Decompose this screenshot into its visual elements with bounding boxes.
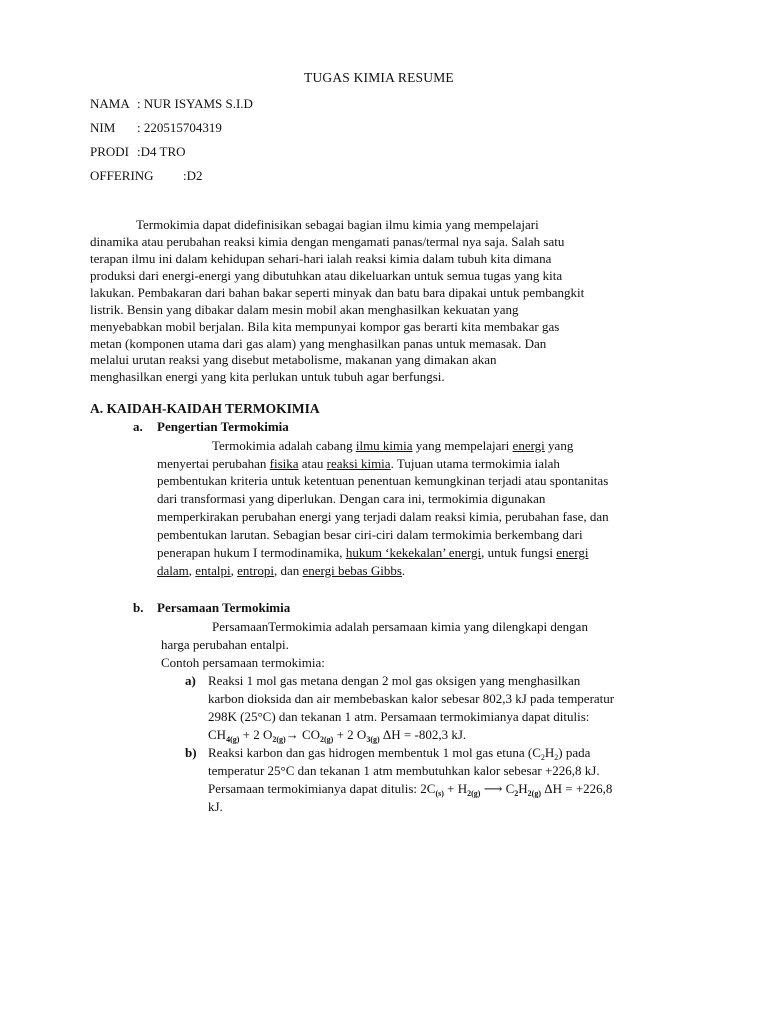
link-energi[interactable]: energi <box>512 438 545 453</box>
intro-line: metan (komponen utama dari gas alam) yang menghasilkan panas untuk memasak. Dan <box>90 336 547 351</box>
link-energi-bebas-gibbs[interactable]: energi bebas Gibbs <box>302 563 402 578</box>
offering-value: :D2 <box>183 168 203 183</box>
intro-line: melalui urutan reaksi yang disebut metabolisme, makanan yang dimakan akan <box>90 352 497 367</box>
intro-line: lakukan. Pembakaran dari bahan bakar seperti minyak dan batu bara dipakai untuk pembangkit <box>90 285 585 300</box>
prodi-label: PRODI <box>90 144 130 159</box>
intro-line: terapan ilmu ini dalam kehidupan sehari-hari ialah reaksi kimia dalam tubuh kita dimana <box>90 251 552 266</box>
item-a-line-1: Reaksi 1 mol gas metana dengan 2 mol gas oksigen yang menghasilkan <box>208 673 581 688</box>
link-energi-dalam[interactable]: energi <box>556 545 589 560</box>
intro-line: listrik. Bensin yang dibakar dalam mesin mobil akan menghasilkan kekuatan yang <box>90 302 519 317</box>
nama-label: NAMA <box>90 96 130 111</box>
link-dalam[interactable]: dalam <box>157 563 189 578</box>
link-hukum-kekekalan-energi[interactable]: hukum ‘kekekalan’ energi <box>345 545 482 560</box>
item-a-line-2: karbon dioksida dan air membebaskan kalor sebesar 802,3 kJ pada temperatur <box>208 691 615 706</box>
link-reaksi-kimia[interactable]: reaksi kimia <box>326 456 391 471</box>
link-ilmu-kimia[interactable]: ilmu kimia <box>355 438 413 453</box>
sub-a-line-7: penerapan hukum I termodinamika, hukum ‘kekekalan’ energi, untuk fungsi energi <box>157 545 589 560</box>
sub-b-line-1: PersamaanTermokimia adalah persamaan kimia yang dilengkapi dengan <box>212 619 588 634</box>
document-title: TUGAS KIMIA RESUME <box>304 70 454 85</box>
item-a-marker: a) <box>185 673 196 688</box>
intro-line: menyebabkan mobil berjalan. Bila kita mempunyai kompor gas berarti kita membakar gas <box>90 319 560 334</box>
sub-b-line-2: harga perubahan entalpi. <box>161 637 289 652</box>
sub-a-line-2: menyertai perubahan fisika atau reaksi kimia. Tujuan utama termokimia ialah <box>157 456 560 471</box>
intro-line: Termokimia dapat didefinisikan sebagai bagian ilmu kimia yang mempelajari <box>136 217 539 232</box>
sub-b-heading: Persamaan Termokimia <box>157 600 291 615</box>
sub-a-marker: a. <box>133 419 143 434</box>
offering-label: OFFERING <box>90 168 154 183</box>
item-b-line-2: temperatur 25°C dan tekanan 1 atm membutuhkan kalor sebesar +226,8 kJ. <box>208 763 600 778</box>
sub-a-line-8: dalam, entalpi, entropi, dan energi bebas Gibbs. <box>157 563 406 578</box>
intro-line: dinamika atau perubahan reaksi kimia dengan mengamati panas/termal nya saja. Salah satu <box>90 234 565 249</box>
intro-line: menghasilkan energi yang kita perlukan untuk tubuh agar berfungsi. <box>90 369 445 384</box>
sub-a-heading: Pengertian Termokimia <box>157 419 289 434</box>
sub-b-line-3: Contoh persamaan termokimia: <box>161 655 325 670</box>
sub-b-marker: b. <box>133 600 144 615</box>
nama-value: : NUR ISYAMS S.I.D <box>137 96 253 111</box>
link-entalpi[interactable]: entalpi <box>195 563 231 578</box>
item-b-line-1: Reaksi karbon dan gas hidrogen membentuk 1 mol gas etuna $(C_2H_2)$ pada <box>208 745 591 762</box>
section-a-heading: A. KAIDAH-KAIDAH TERMOKIMIA <box>90 401 320 416</box>
item-b-line-4: kJ. <box>208 799 223 814</box>
link-entropi[interactable]: entropi <box>237 563 274 578</box>
nim-value: : 220515704319 <box>137 120 222 135</box>
sub-a-line-5: memperkirakan perubahan energi yang terjadi dalam reaksi kimia, perubahan fase, dan <box>157 509 609 524</box>
item-b-line-3: Persamaan termokimianya dapat ditulis: $2C_{(s)} + H_{2(g)}$ ⟶ $C_2H_{2(g)}$ ΔH = +226,8 <box>208 781 613 798</box>
link-fisika[interactable]: fisika <box>269 456 299 471</box>
sub-a-line-1: Termokimia adalah cabang ilmu kimia yang mempelajari energi yang <box>212 438 574 453</box>
sub-a-line-4: dari transformasi yang diperlukan. Dengan cara ini, termokimia digunakan <box>157 491 546 506</box>
prodi-value: :D4 TRO <box>137 144 186 159</box>
nim-label: NIM <box>90 120 116 135</box>
sub-a-line-3: pembentukan kriteria untuk ketentuan penentuan kemungkinan terjadi atau spontanitas <box>157 473 609 488</box>
item-a-equation: $CH_{4(g)} + 2$ $O_{2(g)}\to CO_{2(g)} + 2$ $O_{3(g)}$ ΔH = -802,3 kJ. <box>208 727 467 744</box>
sub-a-line-6: pembentukan larutan. Sebagian besar ciri-ciri dalam termokimia berkembang dari <box>157 527 583 542</box>
item-b-marker: b) <box>185 745 197 760</box>
item-a-line-3: 298K (25°C) dan tekanan 1 atm. Persamaan termokimianya dapat ditulis: <box>208 709 590 724</box>
intro-line: produksi dari energi-energi yang dibutuhkan atau dikeluarkan untuk semua tugas yang kita <box>90 268 563 283</box>
